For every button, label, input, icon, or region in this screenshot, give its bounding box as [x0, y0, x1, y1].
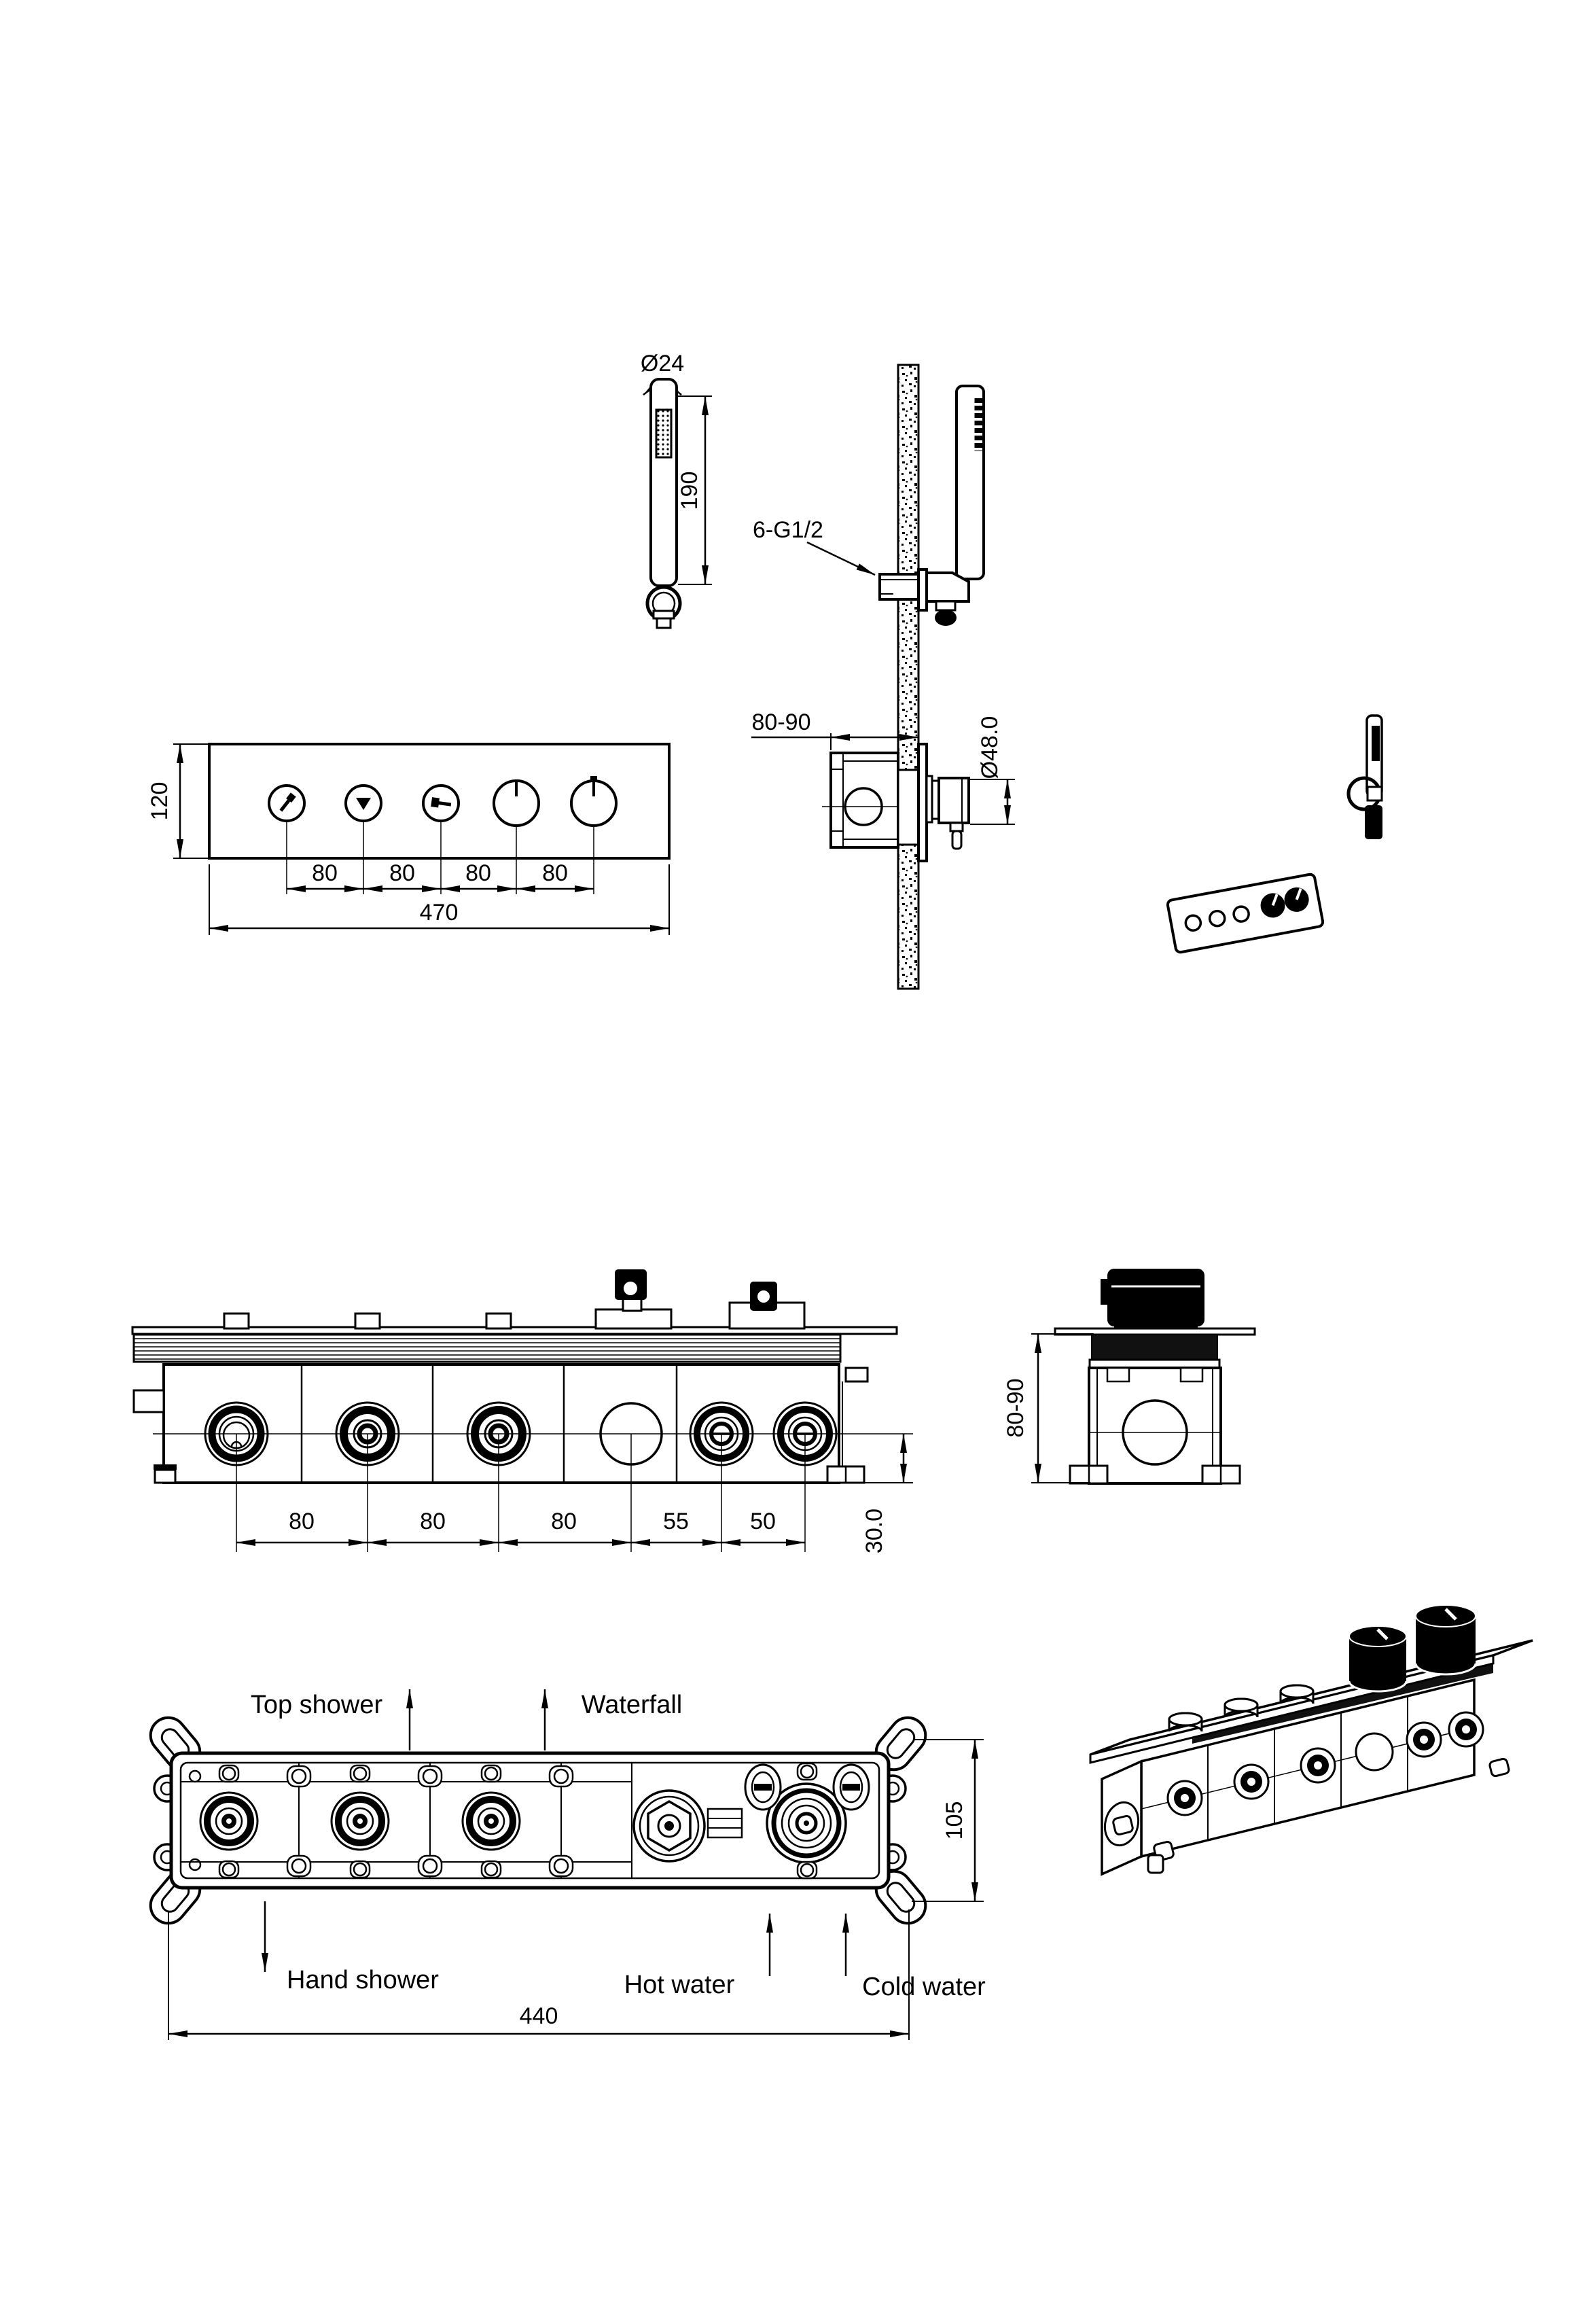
dim-port-spacing: 55: [663, 1509, 689, 1534]
dim-panel-spacing: 80: [312, 860, 338, 886]
port-3d-plain: [1356, 1733, 1393, 1770]
dim-panel-spacing: 80: [389, 860, 415, 886]
manifold-block: [708, 1809, 742, 1837]
dim-knob-diameter: Ø48.0: [977, 716, 1003, 779]
plate-tab: [224, 1314, 249, 1328]
port-3d: [1234, 1765, 1268, 1799]
hex-port: [634, 1791, 704, 1861]
label-cold-water: Cold water: [862, 1973, 986, 2001]
dim-port-spacing: 50: [750, 1509, 776, 1534]
small-handle: [1365, 805, 1382, 839]
handle-hub: [950, 823, 963, 831]
screw-boss: [287, 1766, 310, 1786]
screw-tab: [798, 1763, 817, 1780]
screw-tab: [482, 1861, 501, 1878]
label-thread: 6-G1/2: [753, 517, 823, 543]
panel-plate: [209, 744, 669, 858]
label-hand-shower: Hand shower: [287, 1966, 439, 1994]
side-body: [1089, 1368, 1221, 1483]
label-top-shower: Top shower: [250, 1691, 383, 1719]
screw-boss: [550, 1766, 573, 1786]
screw-tab: [482, 1765, 501, 1782]
dim-wall-depth: 80-90: [751, 709, 811, 735]
dim-panel-spacing: 80: [465, 860, 491, 886]
small-connector: [1368, 787, 1382, 800]
right-foot: [827, 1466, 864, 1483]
wall-sleeve: [898, 770, 918, 845]
label-waterfall: Waterfall: [581, 1691, 683, 1719]
port-3d: [1407, 1723, 1441, 1757]
knob-3d: [1416, 1605, 1476, 1674]
hose-connector: [936, 601, 955, 610]
dim-port-spacing: 80: [551, 1509, 577, 1534]
dim-panel-spacing: 80: [542, 860, 568, 886]
label-hot-water: Hot water: [624, 1971, 735, 1999]
lug-3d: [1112, 1815, 1133, 1835]
lug-3d: [1489, 1758, 1510, 1777]
screw-tab: [219, 1765, 238, 1782]
trim-flange: [918, 744, 927, 861]
knob-3d: [1349, 1626, 1406, 1691]
screw-port-hot: [745, 1765, 781, 1810]
dim-panel-height: 120: [147, 781, 173, 821]
dim-embed-depth: 80-90: [1003, 1378, 1029, 1438]
hose-connector-knob: [935, 610, 957, 626]
dim-handshower-length: 190: [677, 471, 702, 510]
left-foot: [154, 1464, 177, 1483]
side-notch: [1181, 1368, 1202, 1381]
screw-tab: [798, 1862, 817, 1878]
dim-panel-width: 470: [419, 900, 459, 926]
plate-tab: [355, 1314, 380, 1328]
handshower-sprayface: [656, 410, 671, 457]
dim-handshower-diameter: Ø24: [640, 351, 685, 376]
valve-body-side: [831, 753, 898, 847]
foot-3d: [1148, 1855, 1163, 1873]
rail-wall-fitting: [880, 574, 921, 599]
side-threaded-collar: [1092, 1335, 1217, 1360]
screw-boss: [287, 1856, 310, 1876]
dim-port-spacing: 80: [420, 1509, 446, 1534]
handle-lever: [952, 831, 961, 849]
screw-tab: [351, 1861, 370, 1878]
screw-boss: [418, 1856, 442, 1876]
right-bracket: [846, 1368, 868, 1381]
dim-port-spacing: 80: [289, 1509, 315, 1534]
port-3d: [1449, 1712, 1483, 1746]
dim-box-height: 105: [942, 1801, 967, 1840]
handshower-connector-nut: [657, 618, 671, 628]
roughin-port: [463, 1793, 520, 1850]
screw-boss: [418, 1766, 442, 1786]
knob-side: [939, 778, 969, 823]
left-bracket: [134, 1390, 164, 1412]
port-3d: [1168, 1781, 1202, 1815]
dim-port-offset: 30.0: [861, 1508, 887, 1554]
port-3d: [1301, 1748, 1335, 1782]
rail-holder: [927, 573, 969, 601]
side-knob: [1101, 1269, 1204, 1328]
screw-port-cold: [834, 1765, 869, 1810]
screw-boss: [550, 1856, 573, 1876]
roughin-port: [332, 1793, 389, 1850]
wall-section: [898, 365, 918, 989]
roughin-port: [200, 1793, 257, 1850]
plate-tab: [486, 1314, 511, 1328]
screw-tab: [219, 1861, 238, 1878]
handshower-connector: [654, 611, 674, 618]
dim-box-width: 440: [519, 2003, 558, 2029]
small-wand-sprayband: [1372, 726, 1380, 761]
side-notch: [1107, 1368, 1129, 1381]
screw-tab: [351, 1765, 370, 1782]
